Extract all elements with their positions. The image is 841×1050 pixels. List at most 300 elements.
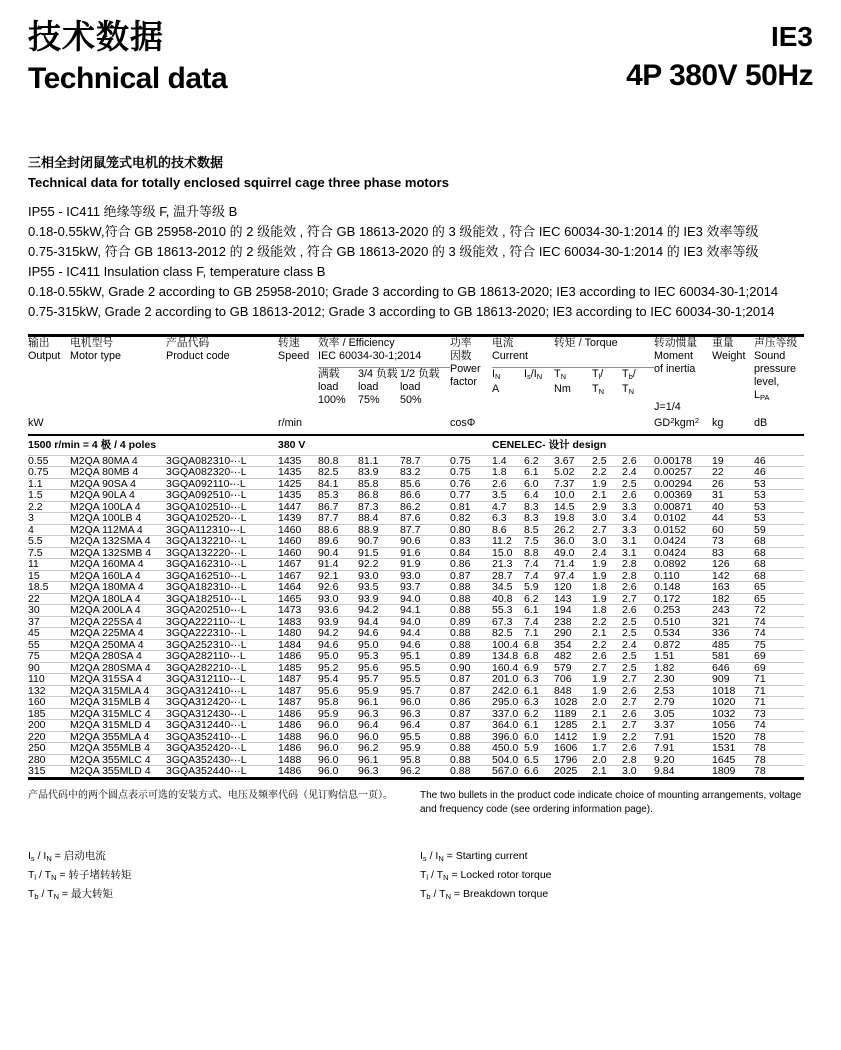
table-cell: 1447 bbox=[278, 501, 318, 513]
table-cell: 3.0 bbox=[592, 536, 622, 548]
col-sound: 声压等级 Sound pressure level, $L_{PA}$ dB bbox=[754, 337, 798, 430]
table-cell: M2QA 315MLD 4 bbox=[70, 720, 166, 732]
table-cell: 46 bbox=[754, 455, 804, 467]
table-cell: 2.7 bbox=[592, 662, 622, 674]
table-cell: 92.6 bbox=[318, 582, 358, 594]
table-cell: 0.88 bbox=[450, 766, 492, 779]
table-cell: 0.89 bbox=[450, 616, 492, 628]
table-cell: M2QA 112MA 4 bbox=[70, 524, 166, 536]
table-cell: 1520 bbox=[712, 731, 754, 743]
table-cell: 6.3 bbox=[492, 513, 524, 525]
table-cell: 0.872 bbox=[654, 639, 712, 651]
table-cell: 3GQA102520-··L bbox=[166, 513, 278, 525]
table-cell: 2.6 bbox=[622, 708, 654, 720]
table-cell: M2QA 280SA 4 bbox=[70, 651, 166, 663]
table-cell: 1.8 bbox=[592, 582, 622, 594]
table-cell: 3GQA312430-··L bbox=[166, 708, 278, 720]
table-cell: M2QA 225SA 4 bbox=[70, 616, 166, 628]
table-cell: 0.90 bbox=[450, 662, 492, 674]
table-cell: 2.6 bbox=[622, 685, 654, 697]
table-cell: 3.0 bbox=[592, 513, 622, 525]
table-cell: 5.02 bbox=[554, 467, 592, 479]
table-cell: 290 bbox=[554, 628, 592, 640]
technical-data-table bbox=[28, 334, 804, 780]
table-cell: 96.0 bbox=[358, 731, 400, 743]
table-cell: 1189 bbox=[554, 708, 592, 720]
table-cell: 2.4 bbox=[592, 547, 622, 559]
table-cell: 96.0 bbox=[318, 743, 358, 755]
table-cell: 2.5 bbox=[622, 478, 654, 490]
table-row bbox=[28, 662, 804, 674]
table-cell: 93.9 bbox=[318, 616, 358, 628]
table-cell: 96.4 bbox=[400, 720, 450, 732]
legend-line: $T_l / T_N$ = Locked rotor torque bbox=[420, 868, 552, 882]
table-cell: 3.3 bbox=[622, 524, 654, 536]
table-cell: 0.88 bbox=[450, 628, 492, 640]
table-cell: 94.2 bbox=[318, 628, 358, 640]
table-cell: 68 bbox=[754, 536, 804, 548]
table-cell: 11.2 bbox=[492, 536, 524, 548]
table-row bbox=[28, 754, 804, 766]
table-cell: 354 bbox=[554, 639, 592, 651]
table-cell: M2QA 280SMA 4 bbox=[70, 662, 166, 674]
table-cell: 96.0 bbox=[318, 754, 358, 766]
table-cell: 126 bbox=[712, 559, 754, 571]
table-cell: 95.5 bbox=[400, 674, 450, 686]
table-cell: 110 bbox=[28, 674, 70, 686]
table-cell: 3GQA162510-··L bbox=[166, 570, 278, 582]
table-cell: 1488 bbox=[278, 754, 318, 766]
table-cell: 65 bbox=[754, 593, 804, 605]
table-cell: 0.88 bbox=[450, 605, 492, 617]
table-cell: 7.4 bbox=[524, 559, 554, 571]
col-current-in: $I_N$ A bbox=[492, 368, 501, 396]
table-cell: 68 bbox=[754, 559, 804, 571]
table-row bbox=[28, 766, 804, 779]
table-cell: 0.55 bbox=[28, 455, 70, 467]
table-cell: M2QA 355MLA 4 bbox=[70, 731, 166, 743]
table-cell: 95.0 bbox=[318, 651, 358, 663]
table-cell: 3GQA102510-··L bbox=[166, 501, 278, 513]
table-cell: 1435 bbox=[278, 490, 318, 502]
table-cell: 78 bbox=[754, 766, 804, 779]
table-cell: 7.91 bbox=[654, 731, 712, 743]
table-cell: 482 bbox=[554, 651, 592, 663]
table-cell: 1.4 bbox=[492, 455, 524, 467]
table-cell: 3GQA082320-··L bbox=[166, 467, 278, 479]
product-code-note-zh: 产品代码中的两个圆点表示可选的安装方式、电压及频率代码（见订购信息一页）。 bbox=[28, 789, 393, 801]
table-cell: 94.1 bbox=[400, 605, 450, 617]
table-cell: 2.7 bbox=[592, 524, 622, 536]
table-cell: 4.7 bbox=[492, 501, 524, 513]
table-cell: 3GQA182510-··L bbox=[166, 593, 278, 605]
table-cell: 1486 bbox=[278, 651, 318, 663]
table-cell: 11 bbox=[28, 559, 70, 571]
table-cell: 87.6 bbox=[400, 513, 450, 525]
table-cell: 2.5 bbox=[622, 628, 654, 640]
table-cell: 95.3 bbox=[358, 651, 400, 663]
legend-line: $I_s / I_N$ = Starting current bbox=[420, 849, 528, 863]
intro-heading-zh: 三相全封闭鼠笼式电机的技术数据 bbox=[28, 155, 224, 171]
table-cell: 96.2 bbox=[400, 766, 450, 779]
spec-voltage-frequency: 4P 380V 50Hz bbox=[626, 59, 813, 92]
table-cell: 6.1 bbox=[524, 685, 554, 697]
table-cell: 1285 bbox=[554, 720, 592, 732]
table-cell: 69 bbox=[754, 651, 804, 663]
table-cell: 1.9 bbox=[592, 731, 622, 743]
table-cell: 91.4 bbox=[318, 559, 358, 571]
table-cell: 0.0424 bbox=[654, 536, 712, 548]
table-cell: 93.7 bbox=[400, 582, 450, 594]
table-cell: 5.9 bbox=[524, 743, 554, 755]
intro-line: 0.75-315kW, 符合 GB 18613-2012 的 2 级能效 , 符合 GB 18613-2020 的 3 级能效 , 符合 IEC 60034-30-1:2014 的 IE3 效率等级 bbox=[28, 244, 759, 260]
table-cell: 2.7 bbox=[622, 674, 654, 686]
table-cell: 53 bbox=[754, 478, 804, 490]
table-cell: 94.6 bbox=[400, 639, 450, 651]
table-cell: 2.1 bbox=[592, 490, 622, 502]
spec-badge bbox=[626, 16, 813, 94]
table-cell: 1460 bbox=[278, 547, 318, 559]
table-cell: 1796 bbox=[554, 754, 592, 766]
table-cell: 1032 bbox=[712, 708, 754, 720]
table-cell: 81.1 bbox=[358, 455, 400, 467]
table-cell: 1.8 bbox=[592, 605, 622, 617]
legend-line: $I_s / I_N$ = 启动电流 bbox=[28, 849, 106, 863]
table-row bbox=[28, 478, 804, 490]
table-cell: 185 bbox=[28, 708, 70, 720]
band-design: CENELEC- 设计 design bbox=[492, 439, 607, 452]
table-cell: 194 bbox=[554, 605, 592, 617]
table-cell: 0.75 bbox=[28, 467, 70, 479]
table-cell: 0.88 bbox=[450, 731, 492, 743]
table-cell: M2QA 132SMA 4 bbox=[70, 536, 166, 548]
table-cell: 26.2 bbox=[554, 524, 592, 536]
table-cell: 1465 bbox=[278, 593, 318, 605]
table-cell: 2.2 bbox=[28, 501, 70, 513]
table-cell: 3GQA312420-··L bbox=[166, 697, 278, 709]
table-cell: 396.0 bbox=[492, 731, 524, 743]
table-cell: 2.6 bbox=[622, 743, 654, 755]
table-cell: 2.6 bbox=[492, 478, 524, 490]
col-eff-100: 满载 load 100% bbox=[318, 368, 346, 407]
table-cell: 132 bbox=[28, 685, 70, 697]
table-cell: 26 bbox=[712, 478, 754, 490]
masthead bbox=[28, 16, 813, 99]
table-cell: 3GQA132210-··L bbox=[166, 536, 278, 548]
table-cell: 0.110 bbox=[654, 570, 712, 582]
table-cell: M2QA 225MA 4 bbox=[70, 628, 166, 640]
table-cell: 238 bbox=[554, 616, 592, 628]
table-cell: 3GQA312410-··L bbox=[166, 685, 278, 697]
table-cell: 71.4 bbox=[554, 559, 592, 571]
table-cell: 3GQA162310-··L bbox=[166, 559, 278, 571]
table-cell: 68 bbox=[754, 547, 804, 559]
table-row bbox=[28, 490, 804, 502]
table-cell: 7.37 bbox=[554, 478, 592, 490]
table-cell: 242.0 bbox=[492, 685, 524, 697]
table-cell: 1435 bbox=[278, 455, 318, 467]
table-cell: 84.1 bbox=[318, 478, 358, 490]
table-row bbox=[28, 697, 804, 709]
table-cell: 2.1 bbox=[592, 628, 622, 640]
table-cell: 142 bbox=[712, 570, 754, 582]
table-cell: M2QA 355MLC 4 bbox=[70, 754, 166, 766]
product-code-note-en: The two bullets in the product code indicate choice of mounting arrangements, voltage and frequency code (see ordering information page). bbox=[420, 789, 802, 816]
table-row bbox=[28, 616, 804, 628]
table-cell: 0.75 bbox=[450, 467, 492, 479]
table-cell: 14.5 bbox=[554, 501, 592, 513]
table-cell: 1439 bbox=[278, 513, 318, 525]
table-row bbox=[28, 593, 804, 605]
table-cell: 0.88 bbox=[450, 593, 492, 605]
table-cell: 95.1 bbox=[400, 651, 450, 663]
table-cell: 1.8 bbox=[492, 467, 524, 479]
table-cell: 19 bbox=[712, 455, 754, 467]
table-cell: 2.4 bbox=[622, 467, 654, 479]
table-cell: 8.8 bbox=[524, 547, 554, 559]
table-cell: 1.51 bbox=[654, 651, 712, 663]
table-cell: 46 bbox=[754, 467, 804, 479]
table-row bbox=[28, 501, 804, 513]
legend-zh bbox=[28, 848, 420, 905]
table-row bbox=[28, 455, 804, 467]
table-row bbox=[28, 524, 804, 536]
table-cell: 80.8 bbox=[318, 455, 358, 467]
table-cell: 1486 bbox=[278, 720, 318, 732]
table-cell: 71 bbox=[754, 674, 804, 686]
table-cell: 53 bbox=[754, 513, 804, 525]
table-cell: 182 bbox=[712, 593, 754, 605]
table-cell: 0.86 bbox=[450, 559, 492, 571]
table-cell: 0.534 bbox=[654, 628, 712, 640]
table-cell: 646 bbox=[712, 662, 754, 674]
table-cell: 579 bbox=[554, 662, 592, 674]
table-cell: 6.2 bbox=[524, 593, 554, 605]
table-cell: 0.82 bbox=[450, 513, 492, 525]
table-cell: 2025 bbox=[554, 766, 592, 779]
table-cell: 7.1 bbox=[524, 628, 554, 640]
table-cell: 36.0 bbox=[554, 536, 592, 548]
table-cell: 3GQA092510-··L bbox=[166, 490, 278, 502]
table-cell: 83.2 bbox=[400, 467, 450, 479]
table-cell: 1486 bbox=[278, 743, 318, 755]
table-cell: 0.00294 bbox=[654, 478, 712, 490]
table-cell: 2.7 bbox=[622, 593, 654, 605]
table-cell: 0.76 bbox=[450, 478, 492, 490]
table-cell: 3GQA182310-··L bbox=[166, 582, 278, 594]
table-cell: 96.3 bbox=[358, 766, 400, 779]
group-current: 电流 Current bbox=[492, 336, 554, 368]
table-cell: 67.3 bbox=[492, 616, 524, 628]
table-cell: 6.9 bbox=[524, 662, 554, 674]
table-cell: 1486 bbox=[278, 708, 318, 720]
table-cell: 3.37 bbox=[654, 720, 712, 732]
table-row bbox=[28, 731, 804, 743]
intro-line: 0.18-0.55kW,符合 GB 25958-2010 的 2 级能效 , 符合 GB 18613-2020 的 3 级能效 , 符合 IEC 60034-30-1:2014 的 IE3 效率等级 bbox=[28, 224, 759, 240]
table-cell: 3.0 bbox=[622, 766, 654, 779]
table-body bbox=[28, 435, 804, 778]
table-row bbox=[28, 720, 804, 732]
table-cell: M2QA 315MLB 4 bbox=[70, 697, 166, 709]
group-efficiency: 效率 / Efficiency IEC 60034-30-1;2014 bbox=[318, 336, 450, 368]
table-cell: 82.5 bbox=[318, 467, 358, 479]
table-cell: 93.0 bbox=[358, 570, 400, 582]
table-cell: 3GQA222110-··L bbox=[166, 616, 278, 628]
table-cell: 3.3 bbox=[622, 501, 654, 513]
band-poles: 1500 r/min = 4 极 / 4 poles bbox=[28, 439, 157, 452]
table-cell: 73 bbox=[754, 708, 804, 720]
table-cell: 86.2 bbox=[400, 501, 450, 513]
table-cell: 6.4 bbox=[524, 490, 554, 502]
table-row bbox=[28, 651, 804, 663]
table-cell: 92.1 bbox=[318, 570, 358, 582]
table-cell: 2.2 bbox=[592, 639, 622, 651]
table-cell: 163 bbox=[712, 582, 754, 594]
table-cell: 1.9 bbox=[592, 570, 622, 582]
table-cell: 0.87 bbox=[450, 685, 492, 697]
table-cell: 34.5 bbox=[492, 582, 524, 594]
table-cell: 78 bbox=[754, 754, 804, 766]
table-cell: 1.7 bbox=[592, 743, 622, 755]
table-cell: 86.7 bbox=[318, 501, 358, 513]
table-cell: M2QA 100LA 4 bbox=[70, 501, 166, 513]
table-cell: M2QA 315SA 4 bbox=[70, 674, 166, 686]
table-cell: 1.9 bbox=[592, 559, 622, 571]
table-cell: 0.80 bbox=[450, 524, 492, 536]
table-cell: 2.2 bbox=[592, 467, 622, 479]
table-cell: 22 bbox=[712, 467, 754, 479]
table-row bbox=[28, 708, 804, 720]
table-cell: 1.1 bbox=[28, 478, 70, 490]
table-cell: 96.4 bbox=[358, 720, 400, 732]
table-cell: 1484 bbox=[278, 639, 318, 651]
table-cell: 220 bbox=[28, 731, 70, 743]
table-cell: 94.4 bbox=[358, 616, 400, 628]
table-row bbox=[28, 547, 804, 559]
table-cell: 2.6 bbox=[622, 455, 654, 467]
table-cell: M2QA 90LA 4 bbox=[70, 490, 166, 502]
table-cell: 60 bbox=[712, 524, 754, 536]
table-cell: 504.0 bbox=[492, 754, 524, 766]
table-cell: 2.9 bbox=[592, 501, 622, 513]
table-cell: 1435 bbox=[278, 467, 318, 479]
table-cell: 250 bbox=[28, 743, 70, 755]
table-cell: 321 bbox=[712, 616, 754, 628]
table-cell: 1467 bbox=[278, 570, 318, 582]
table-cell: 1487 bbox=[278, 697, 318, 709]
table-cell: 95.9 bbox=[318, 708, 358, 720]
table-cell: 28.7 bbox=[492, 570, 524, 582]
table-cell: 75 bbox=[754, 639, 804, 651]
table-cell: 1.9 bbox=[592, 593, 622, 605]
table-cell: 8.3 bbox=[524, 513, 554, 525]
table-cell: 1018 bbox=[712, 685, 754, 697]
table-cell: 90.4 bbox=[318, 547, 358, 559]
table-cell: 4 bbox=[28, 524, 70, 536]
table-cell: 2.30 bbox=[654, 674, 712, 686]
table-cell: 243 bbox=[712, 605, 754, 617]
table-cell: 19.8 bbox=[554, 513, 592, 525]
table-cell: 95.9 bbox=[400, 743, 450, 755]
table-cell: 1473 bbox=[278, 605, 318, 617]
table-cell: 364.0 bbox=[492, 720, 524, 732]
table-cell: M2QA 132SMB 4 bbox=[70, 547, 166, 559]
legend-section bbox=[28, 848, 813, 905]
legend-en bbox=[420, 848, 813, 905]
table-cell: 0.148 bbox=[654, 582, 712, 594]
table-cell: M2QA 180LA 4 bbox=[70, 593, 166, 605]
spec-efficiency-class: IE3 bbox=[770, 21, 813, 52]
table-cell: 3 bbox=[28, 513, 70, 525]
table-cell: 75 bbox=[28, 651, 70, 663]
table-cell: 2.5 bbox=[592, 455, 622, 467]
table-cell: 3GQA352420-··L bbox=[166, 743, 278, 755]
table-cell: 18.5 bbox=[28, 582, 70, 594]
table-cell: 87.3 bbox=[358, 501, 400, 513]
table-cell: 7.5 bbox=[28, 547, 70, 559]
table-cell: M2QA 90SA 4 bbox=[70, 478, 166, 490]
table-cell: 2.6 bbox=[622, 605, 654, 617]
table-cell: M2QA 355MLD 4 bbox=[70, 766, 166, 779]
table-cell: 7.4 bbox=[524, 570, 554, 582]
table-cell: 91.5 bbox=[358, 547, 400, 559]
col-eff-50: 1/2 负载 load 50% bbox=[400, 368, 440, 407]
table-cell: 85.6 bbox=[400, 478, 450, 490]
legend-line: $T_b / T_N$ = Breakdown torque bbox=[420, 887, 549, 901]
table-cell: 1.9 bbox=[592, 478, 622, 490]
table-cell: 96.1 bbox=[358, 697, 400, 709]
table-cell: 5.9 bbox=[524, 582, 554, 594]
table-cell: 93.0 bbox=[400, 570, 450, 582]
table-cell: 95.2 bbox=[318, 662, 358, 674]
table-cell: 88.4 bbox=[358, 513, 400, 525]
table-cell: 8.5 bbox=[524, 524, 554, 536]
table-cell: 94.0 bbox=[400, 593, 450, 605]
intro-line: IP55 - IC411 绝缘等级 F, 温升等级 B bbox=[28, 204, 238, 220]
table-cell: 0.88 bbox=[450, 743, 492, 755]
table-cell: 93.6 bbox=[318, 605, 358, 617]
table-cell: 120 bbox=[554, 582, 592, 594]
table-cell: 2.53 bbox=[654, 685, 712, 697]
table-cell: 6.2 bbox=[524, 455, 554, 467]
table-cell: 94.2 bbox=[358, 605, 400, 617]
table-cell: 3GQA352440-··L bbox=[166, 766, 278, 779]
intro-heading-en: Technical data for totally enclosed squirrel cage three phase motors bbox=[28, 175, 449, 191]
table-cell: 3.1 bbox=[622, 547, 654, 559]
table-cell: 6.8 bbox=[524, 651, 554, 663]
table-cell: 3GQA132220-··L bbox=[166, 547, 278, 559]
table-cell: 68 bbox=[754, 570, 804, 582]
table-cell: 95.6 bbox=[318, 685, 358, 697]
table-cell: 1483 bbox=[278, 616, 318, 628]
table-cell: 7.5 bbox=[524, 536, 554, 548]
table-cell: 86.6 bbox=[400, 490, 450, 502]
table-cell: 78.7 bbox=[400, 455, 450, 467]
table-cell: 3GQA312440-··L bbox=[166, 720, 278, 732]
table-cell: 94.0 bbox=[400, 616, 450, 628]
table-cell: 65 bbox=[754, 582, 804, 594]
table-cell: 134.8 bbox=[492, 651, 524, 663]
table-cell: 280 bbox=[28, 754, 70, 766]
band-voltage: 380 V bbox=[278, 439, 306, 452]
table-cell: 1488 bbox=[278, 731, 318, 743]
table-cell: 55 bbox=[28, 639, 70, 651]
table-cell: 96.3 bbox=[358, 708, 400, 720]
table-cell: 6.0 bbox=[524, 478, 554, 490]
table-cell: 37 bbox=[28, 616, 70, 628]
table-cell: 100.4 bbox=[492, 639, 524, 651]
table-cell: 96.0 bbox=[318, 766, 358, 779]
